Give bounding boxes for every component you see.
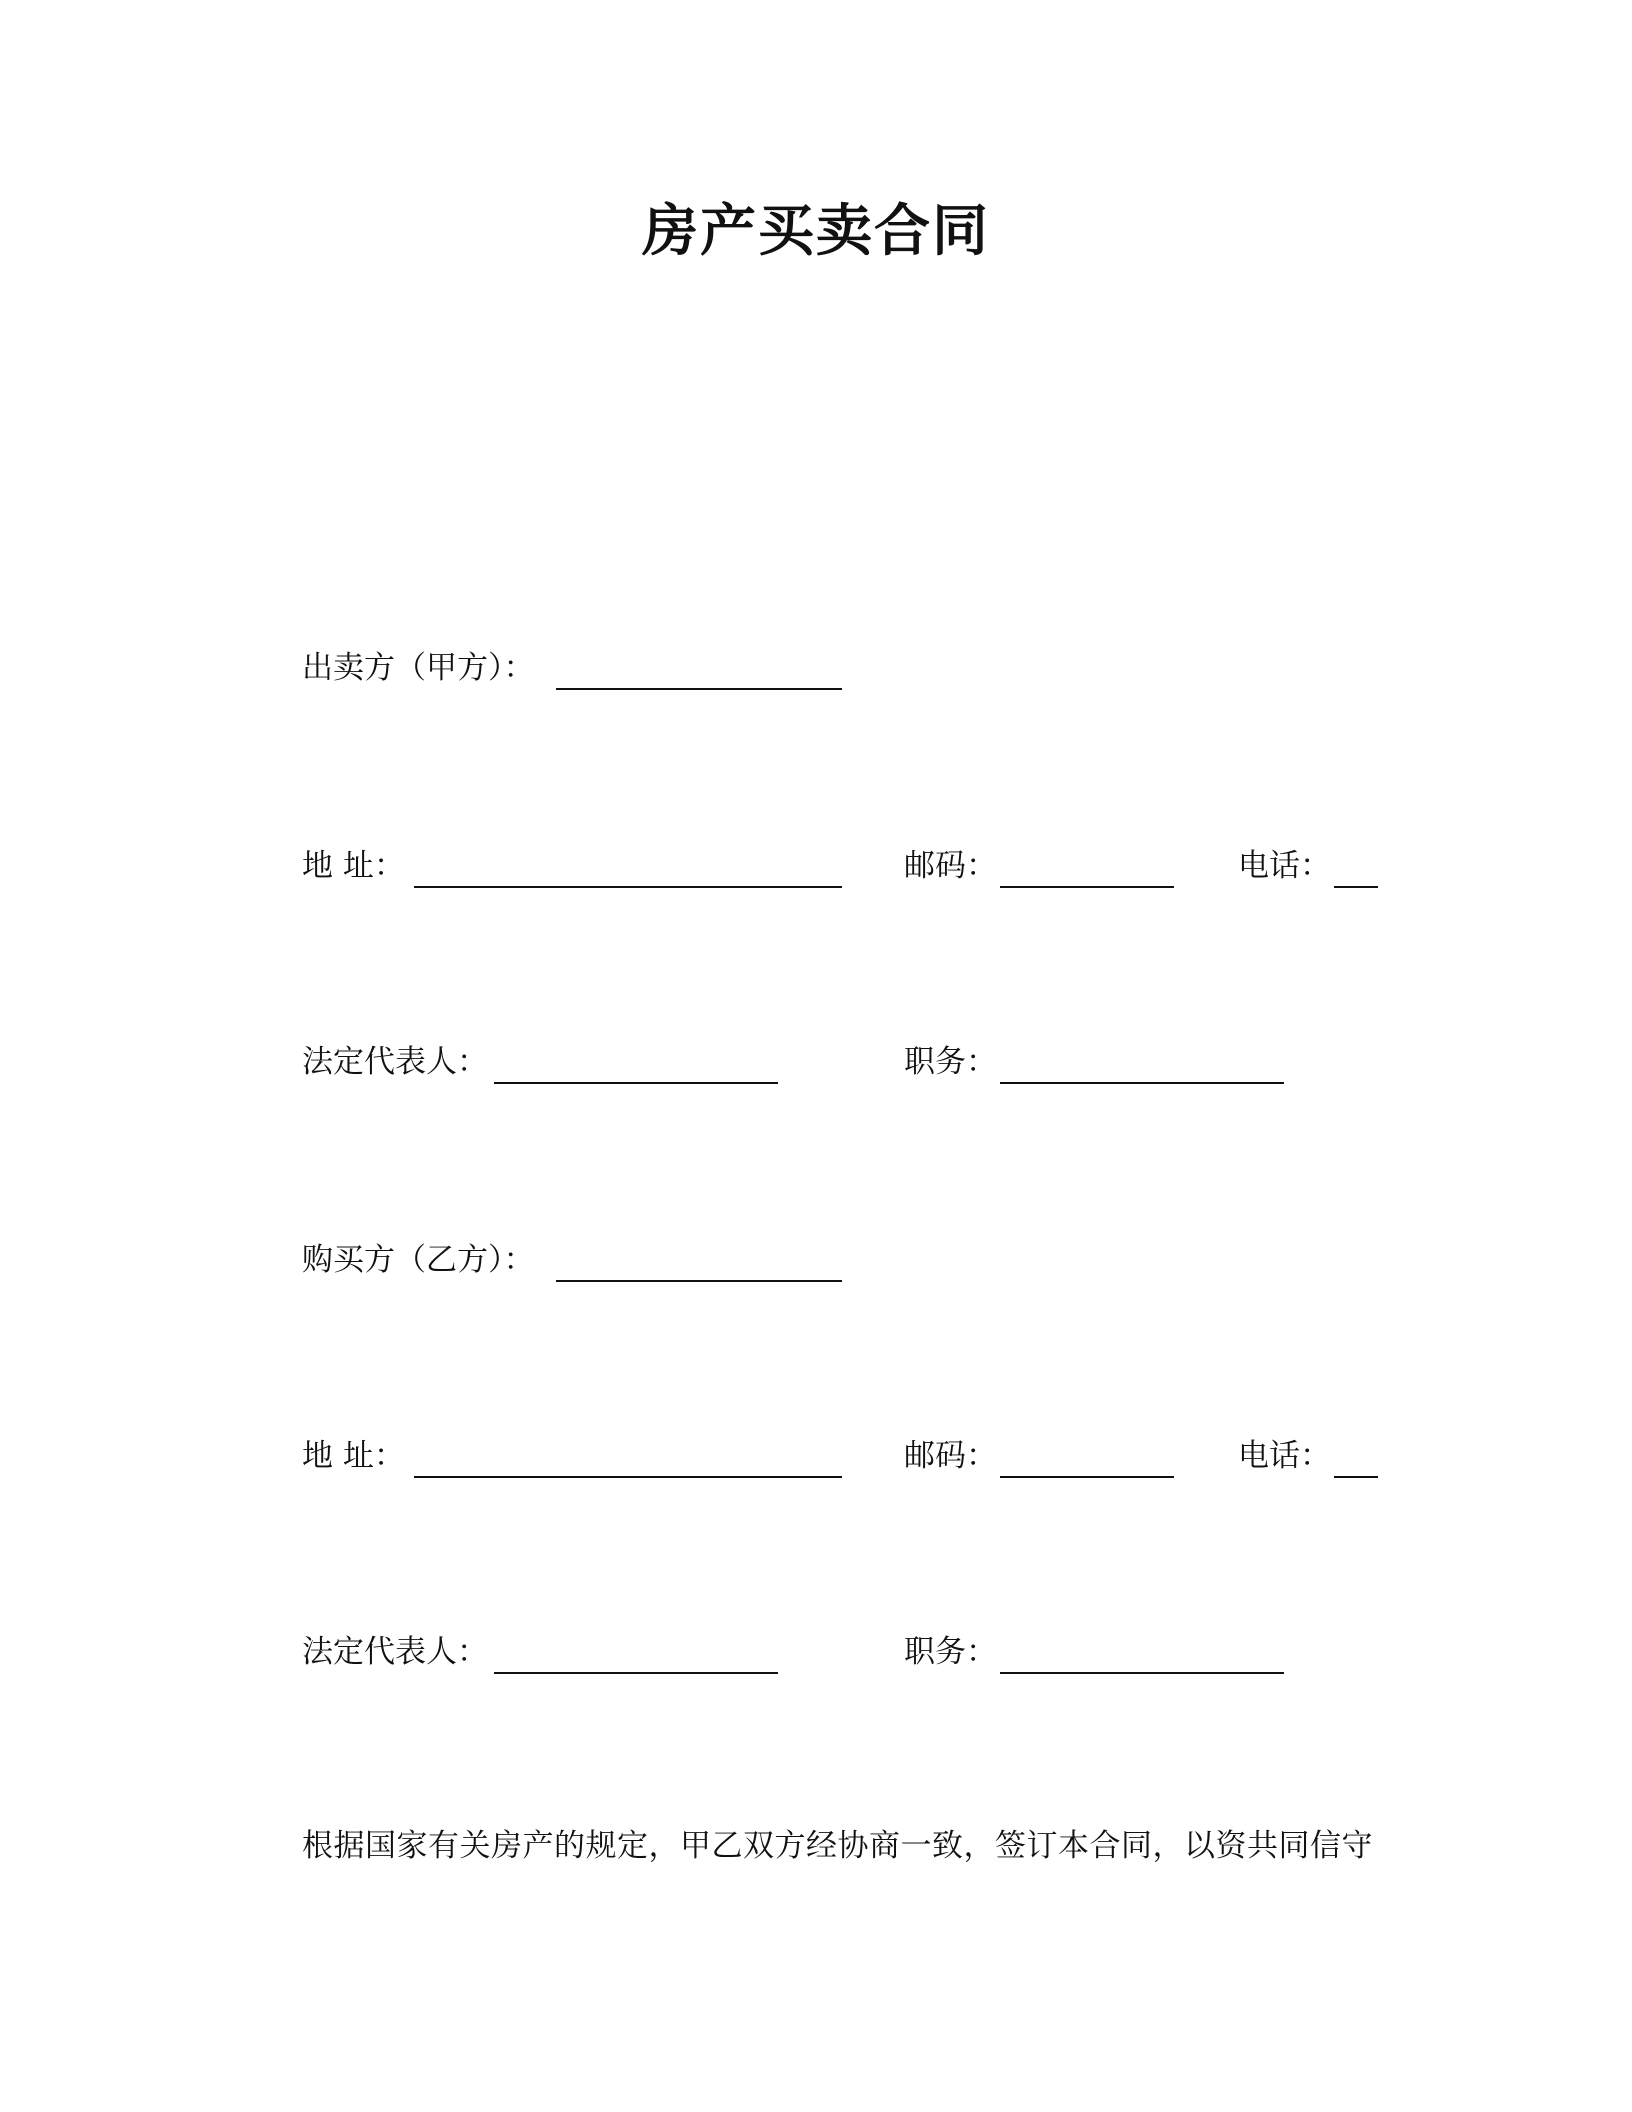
buyer-postcode-blank[interactable] <box>1000 1476 1174 1478</box>
buyer-address-blank[interactable] <box>414 1476 842 1478</box>
buyer-legal-rep-label: 法定代表人： <box>302 1634 488 1670</box>
seller-name-blank[interactable] <box>556 688 842 690</box>
seller-phone-label: 电话： <box>1238 848 1331 884</box>
seller-phone-blank[interactable] <box>1334 886 1378 888</box>
buyer-name-blank[interactable] <box>556 1280 842 1282</box>
seller-address-label: 地 址： <box>302 848 405 884</box>
seller-position-label: 职务： <box>904 1044 997 1080</box>
buyer-party-label: 购买方（乙方）： <box>302 1242 535 1278</box>
seller-party-label: 出卖方（甲方）： <box>302 650 535 686</box>
seller-postcode-label: 邮码： <box>904 848 997 884</box>
document-title: 房产买卖合同 <box>642 199 990 264</box>
buyer-phone-blank[interactable] <box>1334 1476 1378 1478</box>
buyer-legal-rep-blank[interactable] <box>494 1672 778 1674</box>
seller-legal-rep-label: 法定代表人： <box>302 1044 488 1080</box>
seller-legal-rep-blank[interactable] <box>494 1082 778 1084</box>
buyer-phone-label: 电话： <box>1238 1438 1331 1474</box>
seller-address-blank[interactable] <box>414 886 842 888</box>
buyer-postcode-label: 邮码： <box>904 1438 997 1474</box>
seller-position-blank[interactable] <box>1000 1082 1284 1084</box>
buyer-position-blank[interactable] <box>1000 1672 1284 1674</box>
seller-postcode-blank[interactable] <box>1000 886 1174 888</box>
buyer-position-label: 职务： <box>904 1634 997 1670</box>
buyer-address-label: 地 址： <box>302 1438 405 1474</box>
preamble-paragraph: 根据国家有关房产的规定，甲乙双方经协商一致，签订本合同，以资共同信守 <box>302 1828 1373 1864</box>
